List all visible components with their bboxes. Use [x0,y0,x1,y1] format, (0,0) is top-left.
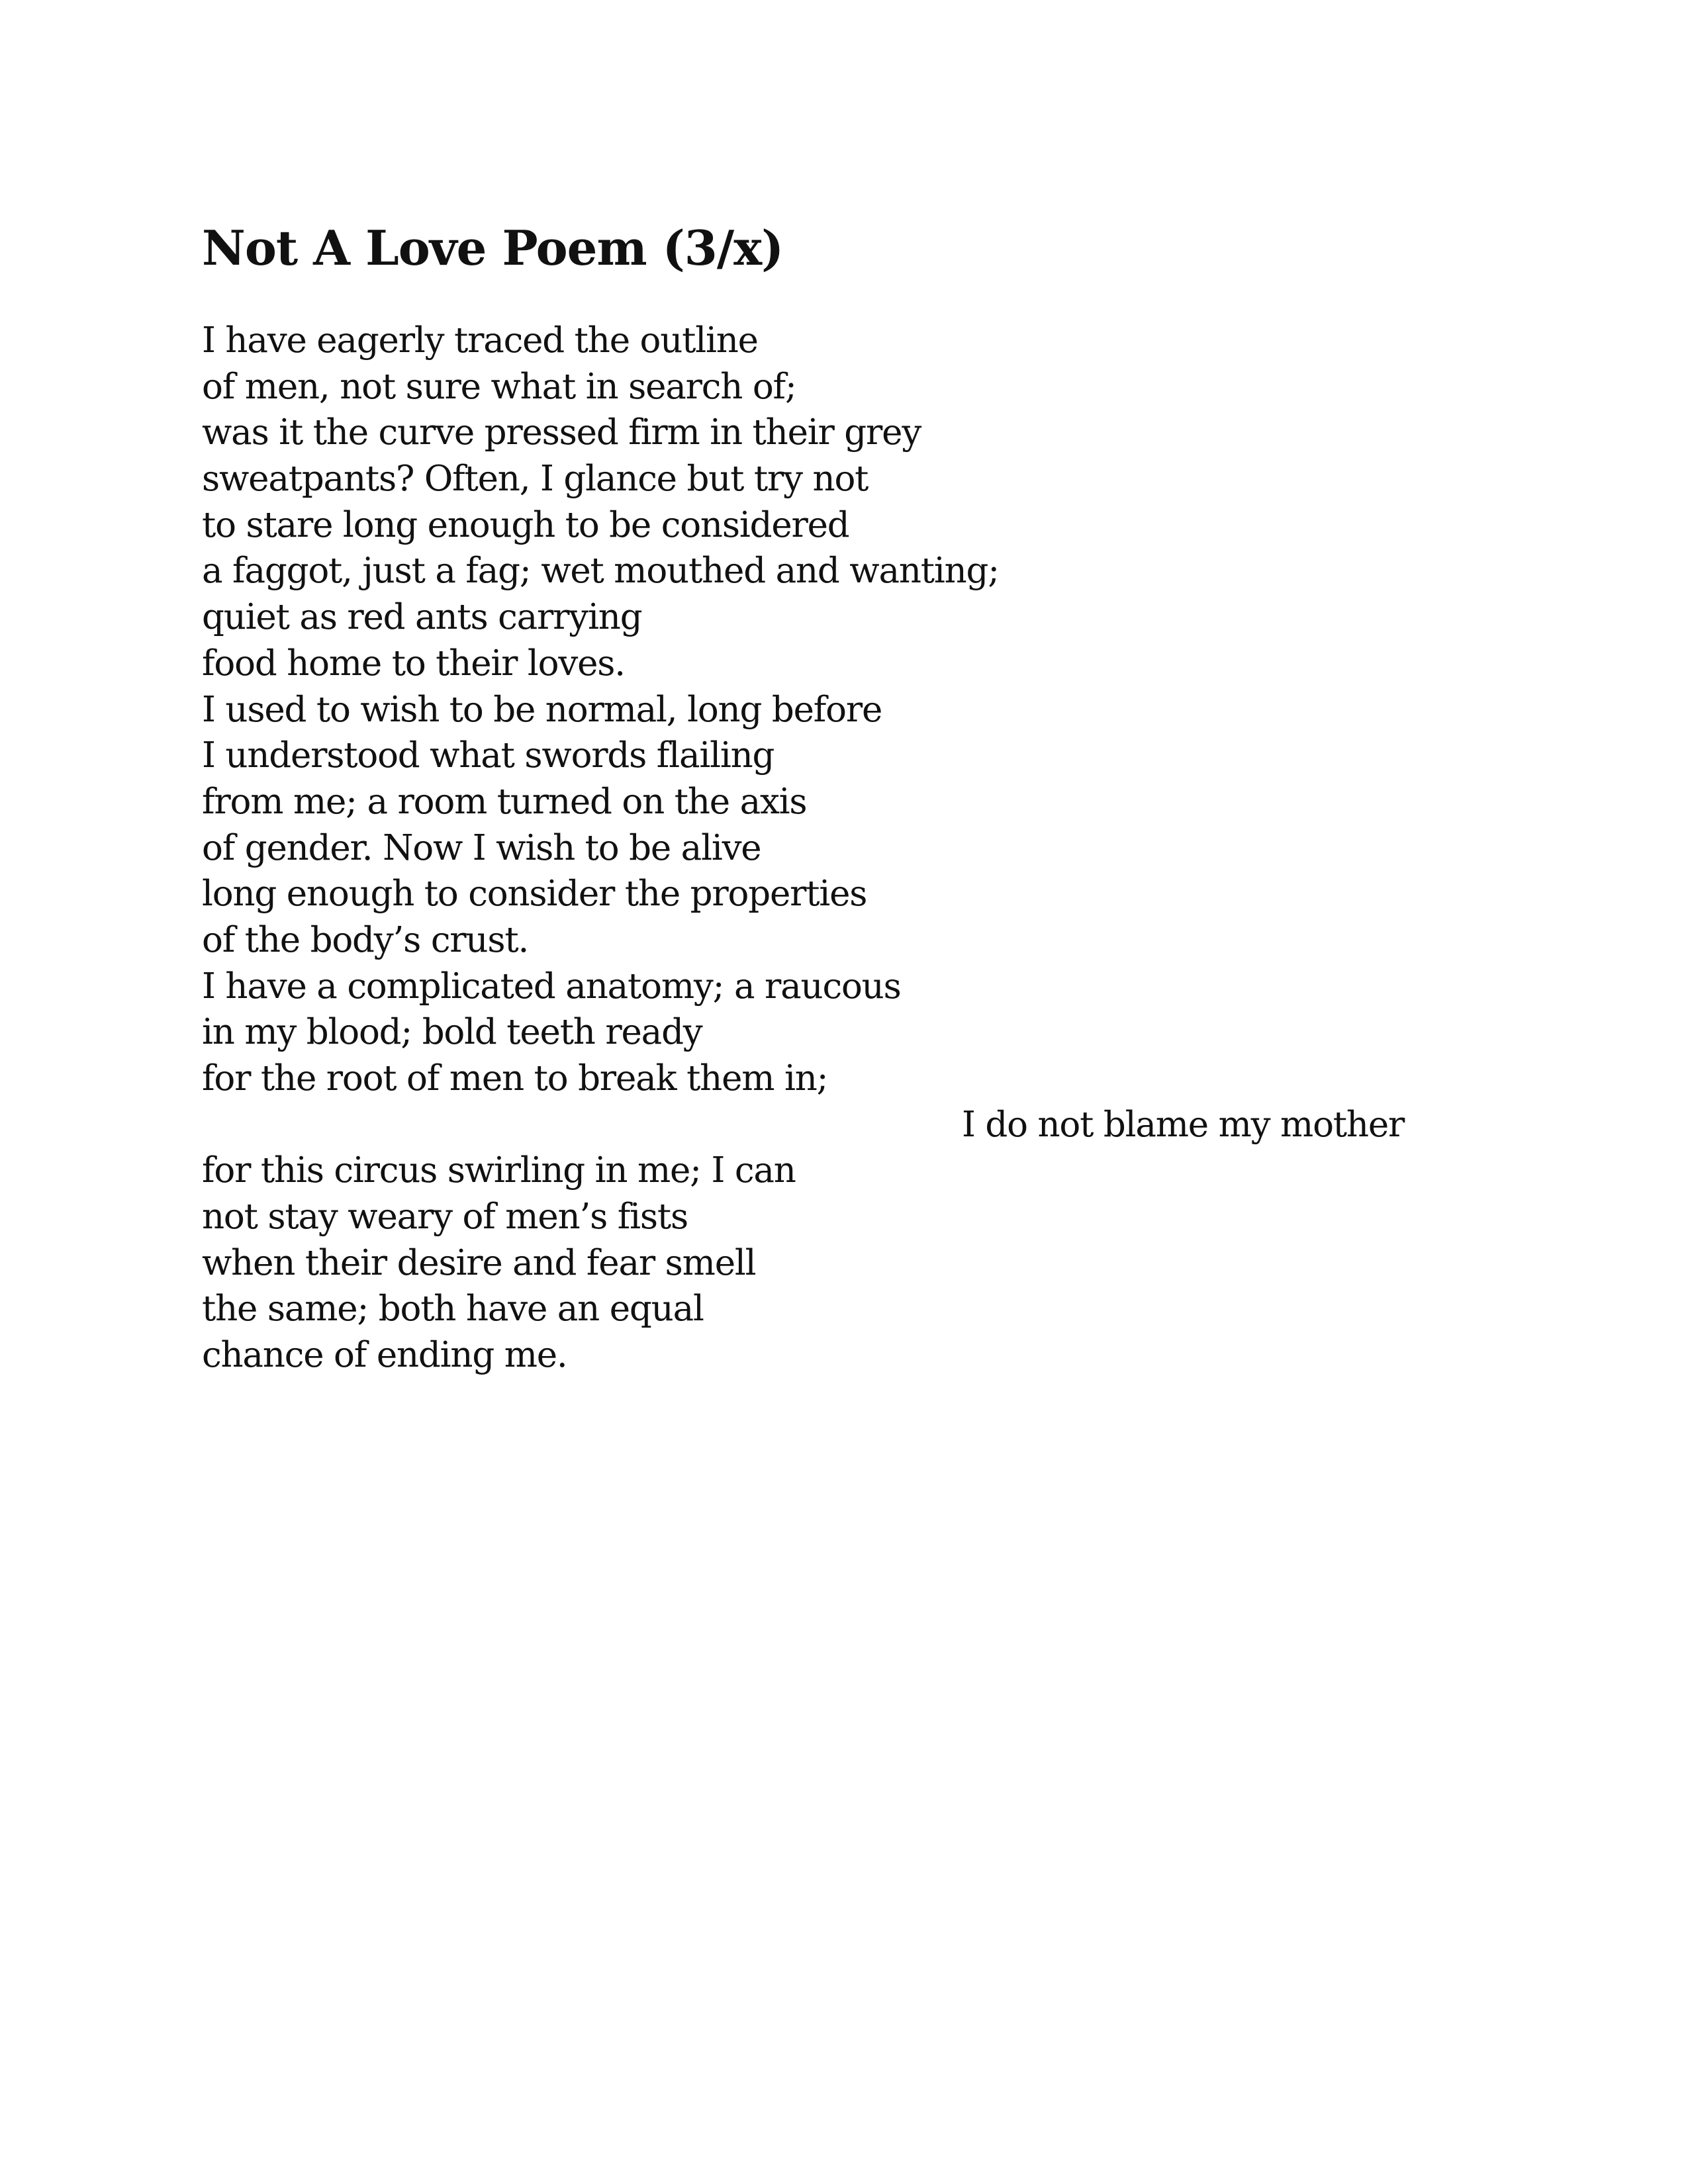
poem-body [202,318,1404,1379]
poem-line: for this circus swirling in me; I can [202,1150,796,1191]
poem-line-indented: I do not blame my mother [962,1104,1405,1145]
poem-title: Not A Love Poem (3/x) [202,220,784,276]
poem-line: I have a complicated anatomy; a raucous [202,966,901,1007]
poem-line: from me; a room turned on the axis [202,781,807,822]
poem-line: quiet as red ants carrying [202,597,642,638]
poem-line: not stay weary of men’s fists [202,1197,688,1238]
poem-line: I have eagerly traced the outline [202,320,758,361]
poem-line: of gender. Now I wish to be alive [202,827,761,868]
poem-line: the same; both have an equal [202,1289,704,1330]
poem-line: in my blood; bold teeth ready [202,1012,702,1053]
poem-line: I used to wish to be normal, long before [202,689,882,730]
poem-line: when their desire and fear smell [202,1242,756,1283]
poem-line: was it the curve pressed firm in their grey [202,412,921,453]
poem-line: long enough to consider the properties [202,874,867,915]
poem-line: to stare long enough to be considered [202,504,849,545]
poem-line: food home to their loves. [202,643,625,684]
poem-line: sweatpants? Often, I glance but try not [202,459,868,500]
poem-line: of men, not sure what in search of; [202,366,796,407]
poem-line: I understood what swords flailing [202,735,774,776]
poem-line: chance of ending me. [202,1335,567,1376]
poem-line: a faggot, just a fag; wet mouthed and wanting; [202,551,999,592]
poem-line: for the root of men to break them in; [202,1058,828,1099]
poem-line: of the body’s crust. [202,919,529,960]
